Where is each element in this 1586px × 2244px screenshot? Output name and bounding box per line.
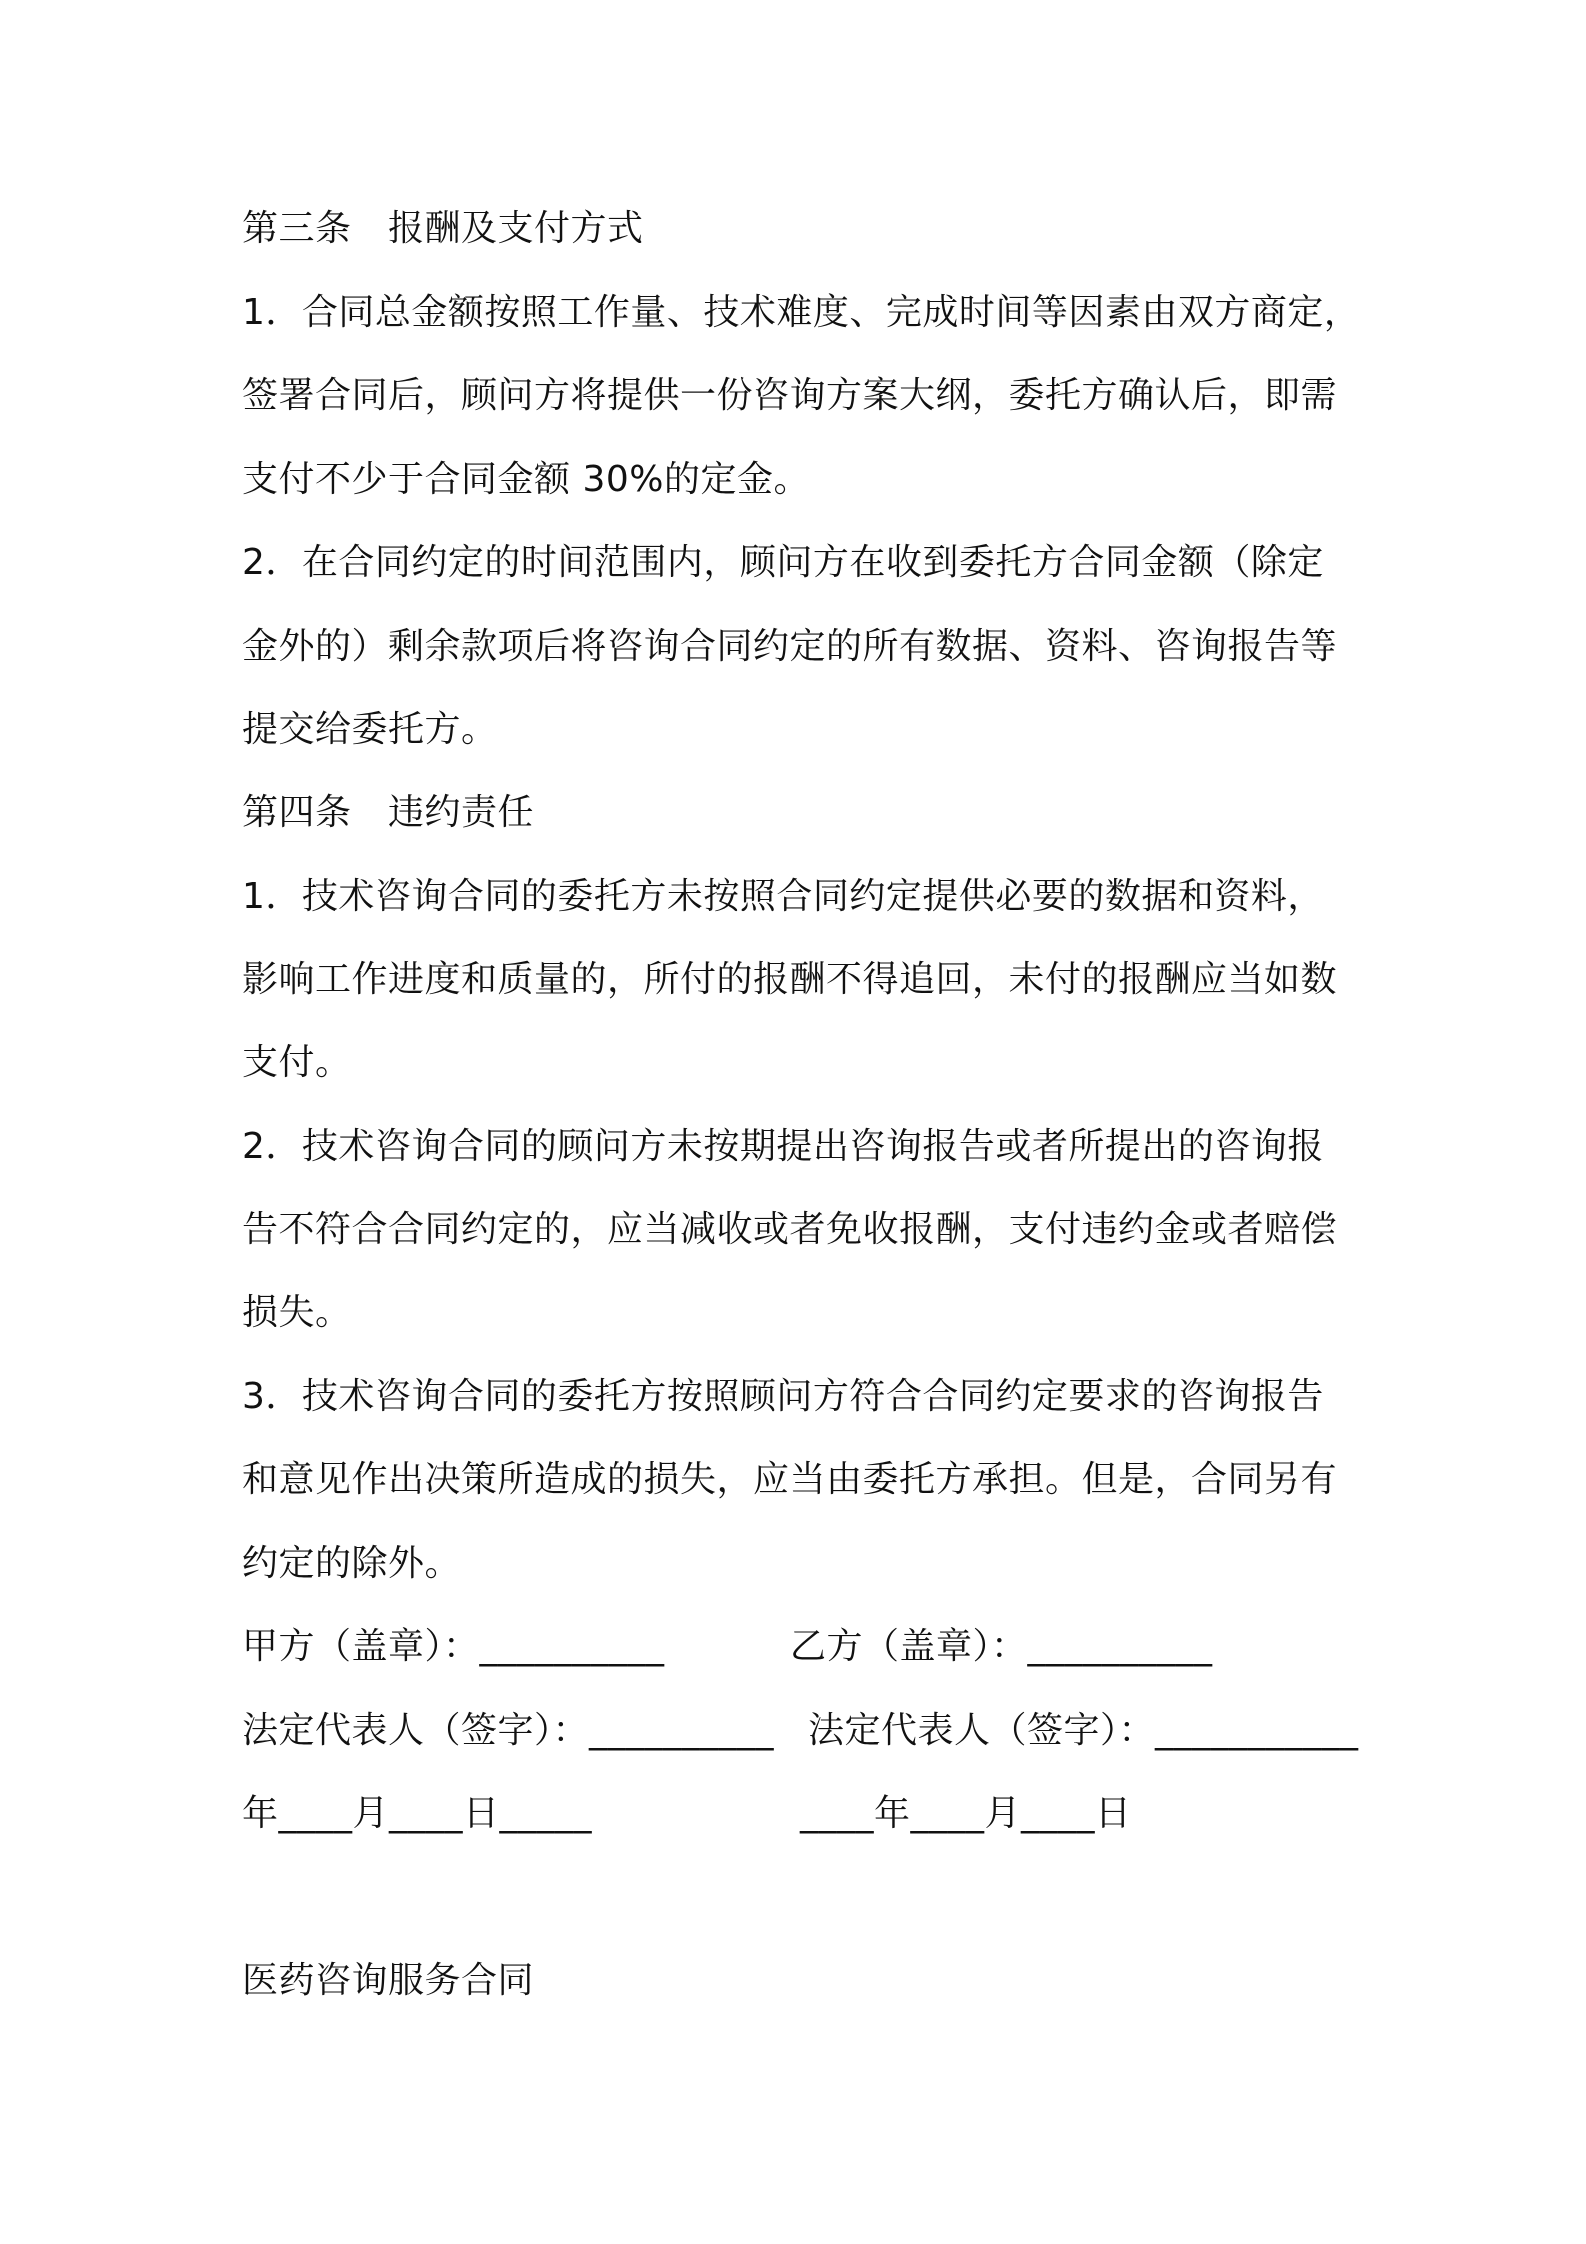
article4-item3-line2: 和意见作出决策所造成的损失，应当由委托方承担。但是，合同另有 [242,1459,1338,1500]
article4-item2-line2: 告不符合合同约定的，应当减收或者免收报酬，支付违约金或者赔偿 [242,1209,1338,1250]
article4-item2-line1: 2．技术咨询合同的顾问方未按期提出咨询报告或者所提出的咨询报 [242,1126,1324,1167]
article4-item1-line1: 1．技术咨询合同的委托方未按照合同约定提供必要的数据和资料， [242,876,1324,917]
article3-item2-line3: 提交给委托方。 [242,709,498,750]
article4-item3-line1: 3．技术咨询合同的委托方按照顾问方符合合同约定要求的咨询报告 [242,1376,1324,1417]
article4-heading: 第四条 违约责任 [242,792,535,833]
article4-item1-line3: 支付。 [242,1042,352,1083]
party-a-seal: 甲方（盖章）：__________ [242,1626,665,1667]
next-document-title: 医药咨询服务合同 [242,1960,535,2001]
article3-item1-line3: 支付不少于合同金额 30%的定金。 [242,459,810,500]
party-a-representative: 法定代表人（签字）：__________ [242,1710,775,1751]
article3-item2-line2: 金外的）剩余款项后将咨询合同约定的所有数据、资料、咨询报告等 [242,626,1338,667]
party-b-date: ____年____月____日 [800,1793,1132,1834]
article3-item1-line2: 签署合同后，顾问方将提供一份咨询方案大纲，委托方确认后，即需 [242,375,1338,416]
article4-item2-line3: 损失。 [242,1292,352,1333]
article4-item1-line2: 影响工作进度和质量的，所付的报酬不得追回，未付的报酬应当如数 [242,959,1338,1000]
party-b-representative: 法定代表人（签字）：___________ [808,1710,1359,1751]
article3-item1-line1: 1．合同总金额按照工作量、技术难度、完成时间等因素由双方商定， [242,292,1361,333]
article4-item3-line3: 约定的除外。 [242,1543,462,1584]
party-b-seal: 乙方（盖章）：__________ [790,1626,1213,1667]
article3-heading: 第三条 报酬及支付方式 [242,208,644,249]
party-a-date: 年____月____日_____ [242,1793,593,1834]
article3-item2-line1: 2．在合同约定的时间范围内，顾问方在收到委托方合同金额（除定 [242,542,1324,583]
